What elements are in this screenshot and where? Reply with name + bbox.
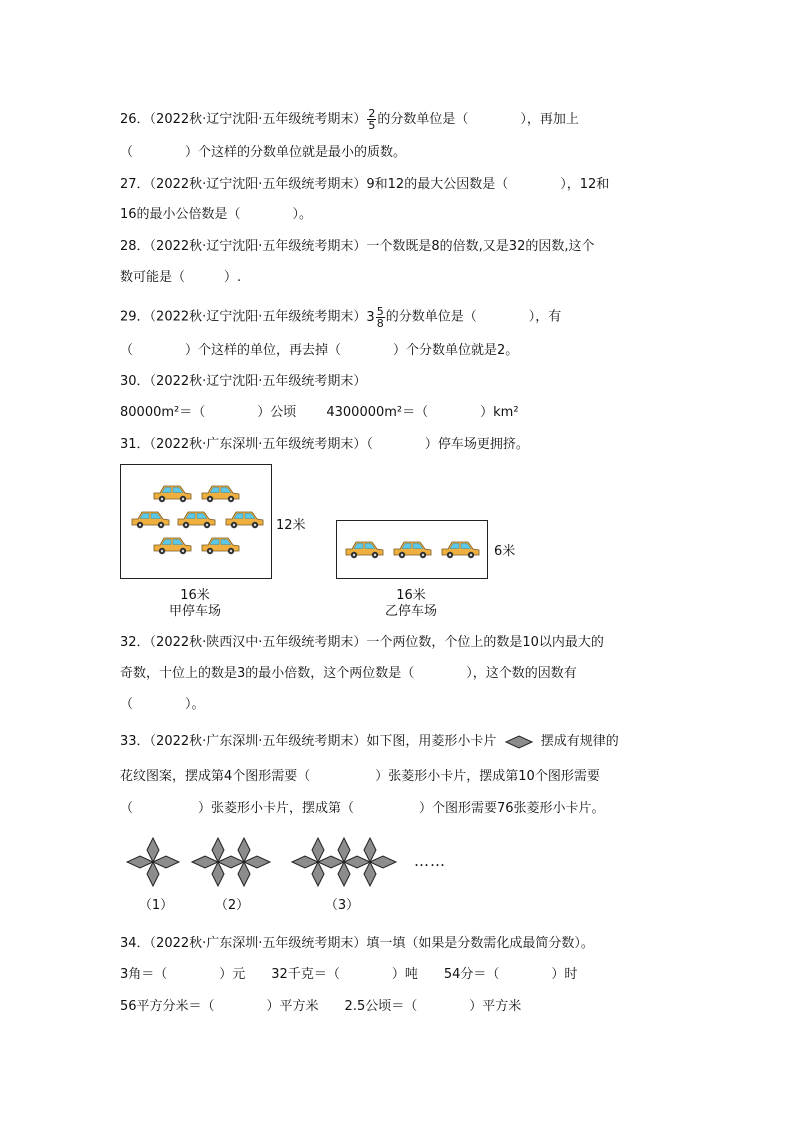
- fraction-2-5: [367, 108, 376, 131]
- q29-prefix: 29．（2022秋·辽宁沈阳·五年级统考期末）: [120, 309, 367, 325]
- q30-line1: 30．（2022秋·辽宁沈阳·五年级统考期末）: [120, 374, 367, 389]
- q32-line1: 32．（2022秋·陕西汉中·五年级统考期末）一个两位数，个位上的数是10以内最大的: [120, 635, 604, 650]
- car-icon: [226, 512, 263, 528]
- rhombus-card: [212, 838, 224, 862]
- rhombus-card: [364, 862, 376, 886]
- q33-line2: 花纹图案，摆成第4个图形需要（ ）张菱形小卡片，摆成第10个图形需要: [120, 769, 600, 784]
- rhombus-card: [238, 862, 250, 886]
- car-icon: [154, 486, 191, 502]
- q33-line1b: 摆成有规律的: [540, 734, 619, 749]
- q34-line1: 34．（2022秋·广东深圳·五年级统考期末）填一填（如果是分数需化成最简分数）。: [120, 936, 594, 951]
- rhombus-card: [127, 856, 153, 868]
- q33-line1: [120, 733, 619, 751]
- lot-a-width: 16米: [180, 588, 210, 603]
- mixed-number: [366, 306, 385, 329]
- fraction-denominator: 5: [368, 119, 376, 132]
- q33-line1a: 33．（2022秋·广东深圳·五年级统考期末）如下图，用菱形小卡片: [120, 734, 497, 749]
- fraction-denominator: 8: [376, 317, 384, 330]
- rhombus-card: [318, 856, 344, 868]
- q32-line3: （ ）。: [120, 697, 205, 712]
- rhombus-card: [147, 838, 159, 862]
- lot-a-name: 甲停车场: [168, 604, 221, 619]
- figure-label-1: （1）: [138, 898, 174, 913]
- car-icon: [154, 538, 191, 554]
- car-icon: [202, 486, 239, 502]
- rhombus-card: [364, 838, 376, 862]
- ellipsis: ……: [414, 852, 446, 870]
- lot-b-name: 乙停车场: [384, 604, 437, 619]
- rhombus-card: [244, 856, 270, 868]
- parking-lot-a-cars: [121, 465, 271, 578]
- q26-line1: [120, 108, 579, 131]
- q29-suffix: 的分数单位是（ ），有: [385, 309, 562, 325]
- q26-prefix: 26．（2022秋·辽宁沈阳·五年级统考期末）: [120, 112, 367, 127]
- rhombus-pattern-figures: [118, 830, 418, 894]
- q26-suffix: 的分数单位是（ ），再加上: [377, 112, 579, 127]
- car-icon: [442, 542, 479, 558]
- rhombus-card: [370, 856, 396, 868]
- rhombus-card: [338, 862, 350, 886]
- fraction-numerator: 5: [376, 305, 384, 318]
- q28-line2: 数可能是（ ）.: [120, 270, 242, 285]
- rhombus-card: [338, 838, 350, 862]
- rhombus-card: [212, 862, 224, 886]
- mixed-whole: 3: [366, 309, 375, 325]
- q32-line2: 奇数，十位上的数是3的最小倍数，这个两位数是（ ），这个数的因数有: [120, 666, 577, 681]
- rhombus-card: [147, 862, 159, 886]
- rhombus-card: [218, 856, 244, 868]
- figure-label-3: （3）: [324, 898, 360, 913]
- parking-lot-b-cars: [337, 521, 487, 578]
- car-icon: [394, 542, 431, 558]
- q33-line3: （ ）张菱形小卡片，摆成第（ ）个图形需要76张菱形小卡片。: [120, 801, 605, 816]
- q31-line1: 31．（2022秋·广东深圳·五年级统考期末）（ ）停车场更拥挤。: [120, 437, 529, 452]
- q29-line1: [120, 306, 561, 329]
- car-icon: [132, 512, 169, 528]
- q27-line1: 27．（2022秋·辽宁沈阳·五年级统考期末）9和12的最大公因数是（ ），12和: [120, 177, 610, 192]
- rhombus-card: [153, 856, 179, 868]
- q26-line2: （ ）个这样的分数单位就是最小的质数。: [120, 145, 407, 160]
- lot-b-width: 16米: [396, 588, 426, 603]
- fraction-5-8: [376, 306, 385, 329]
- rhombus-card: [312, 862, 324, 886]
- q27-line2: 16的最小公倍数是（ ）。: [120, 207, 313, 222]
- fraction-numerator: 2: [368, 107, 376, 120]
- rhombus-card: [238, 838, 250, 862]
- parking-lot-a: [120, 464, 272, 579]
- car-icon: [178, 512, 215, 528]
- rhombus-card: [344, 856, 370, 868]
- parking-lot-b: [336, 520, 488, 579]
- lot-b-side-length: 6米: [494, 544, 516, 559]
- q34-line2: 3角＝（ ）元 32千克＝（ ）吨 54分＝（ ）时: [120, 967, 578, 982]
- car-icon: [346, 542, 383, 558]
- rhombus-card: [312, 838, 324, 862]
- q29-line2: （ ）个这样的单位，再去掉（ ）个分数单位就是2。: [120, 343, 519, 358]
- car-icon: [202, 538, 239, 554]
- q28-line1: 28．（2022秋·辽宁沈阳·五年级统考期末）一个数既是8的倍数,又是32的因数,这个: [120, 239, 595, 254]
- lot-a-side-length: 12米: [276, 518, 306, 533]
- rhombus-card: [292, 856, 318, 868]
- q34-line3: 56平方分米＝（ ）平方米 2.5公顷＝（ ）平方米: [120, 999, 522, 1014]
- q30-line2: 80000m²＝（ ）公顷 4300000m²＝（ ）km²: [120, 405, 519, 420]
- rhombus-card-icon: [505, 735, 533, 749]
- figure-label-2: （2）: [214, 898, 250, 913]
- rhombus-card: [192, 856, 218, 868]
